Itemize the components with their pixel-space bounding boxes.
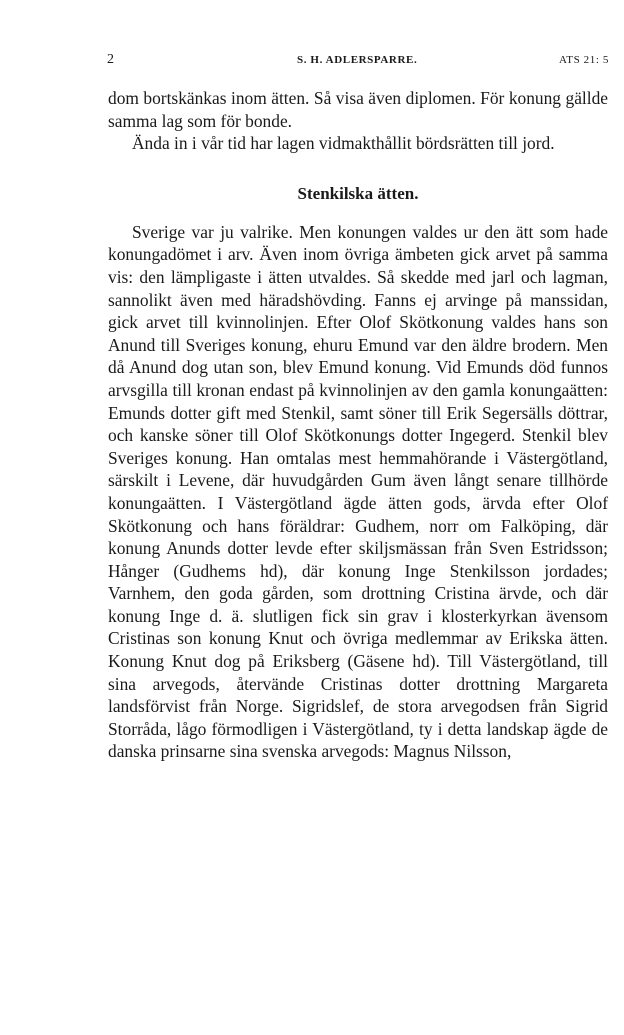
running-head-author: S. H. ADLERSPARRE.: [297, 54, 418, 66]
paragraph: Sverige var ju valrike. Men konungen valdes ur den ätt som hade konungadömet i arv. Även inom övriga ämbeten gick arvet på samma vis: den lämpligaste i ätten utvaldes. Så skedde med jarl och lagman, sannolikt även med häradshövding. Fanns ej arvinge på manssidan, gick arvet till kvinnolinjen. Efter Olof Skötkonung valdes hans son Anund till Sveriges konung, ehuru Emund var den äldre brodern. Men då Anund dog utan son, blev Emund konung. Vid Emunds död funnos arvsgilla till kronan endast på kvinnolinjen av den gamla konungaätten: Emunds dotter gift med Stenkil, samt söner till Erik Segersälls döttrar, och kanske söner till Olof Skötkonungs dotter Ingegerd. Stenkil blev Sveriges konung. Han omtalas mest hemmahörande i Västergötland, särskilt i Levene, där huvudgården Gum även långt senare tillhörde konungaätten. I Västergötland ägde ätten gods, ärvda efter Olof Skötkonung och hans föräldrar: Gudhem, norr om Falköping, där konung Anunds dotter levde efter skiljsmässan från Sven Estridsson; Hånger (Gudhems hd), där konung Inge Stenkilsson jordades; Varnhem, den goda gården, som drottning Cristina ärvde, och där konung Inge d. ä. slutligen fick sin grav i klosterkyrkan ävensom Cristinas son konung Knut och övriga medlemmar av Erikska ätten. Konung Knut dog på Eriksberg (Gäsene hd). Till Västergötland, till sina arvegods, återvände Cristinas dotter drottning Margareta landsförvist från Norge. Sigridslef, de stora arvegodsen från Sigrid Storråda, lågo förmodligen i Västergötland, ty i detta landskap ägde de danska prinsarne sina svenska arvegods: Magnus Nilsson,: [108, 221, 608, 762]
section-heading: Stenkilska ätten.: [297, 183, 419, 203]
body-text: [108, 87, 608, 763]
page-number: 2: [107, 52, 115, 67]
running-head: [107, 52, 609, 72]
printer-signature: ATS 21: 5: [558, 54, 609, 66]
paragraph: dom bortskänkas inom ätten. Så visa även diplomen. För konung gällde samma lag som för bonde.: [108, 88, 608, 131]
paragraph: Ända in i vår tid har lagen vidmakthållit bördsrätten till jord.: [132, 133, 555, 154]
